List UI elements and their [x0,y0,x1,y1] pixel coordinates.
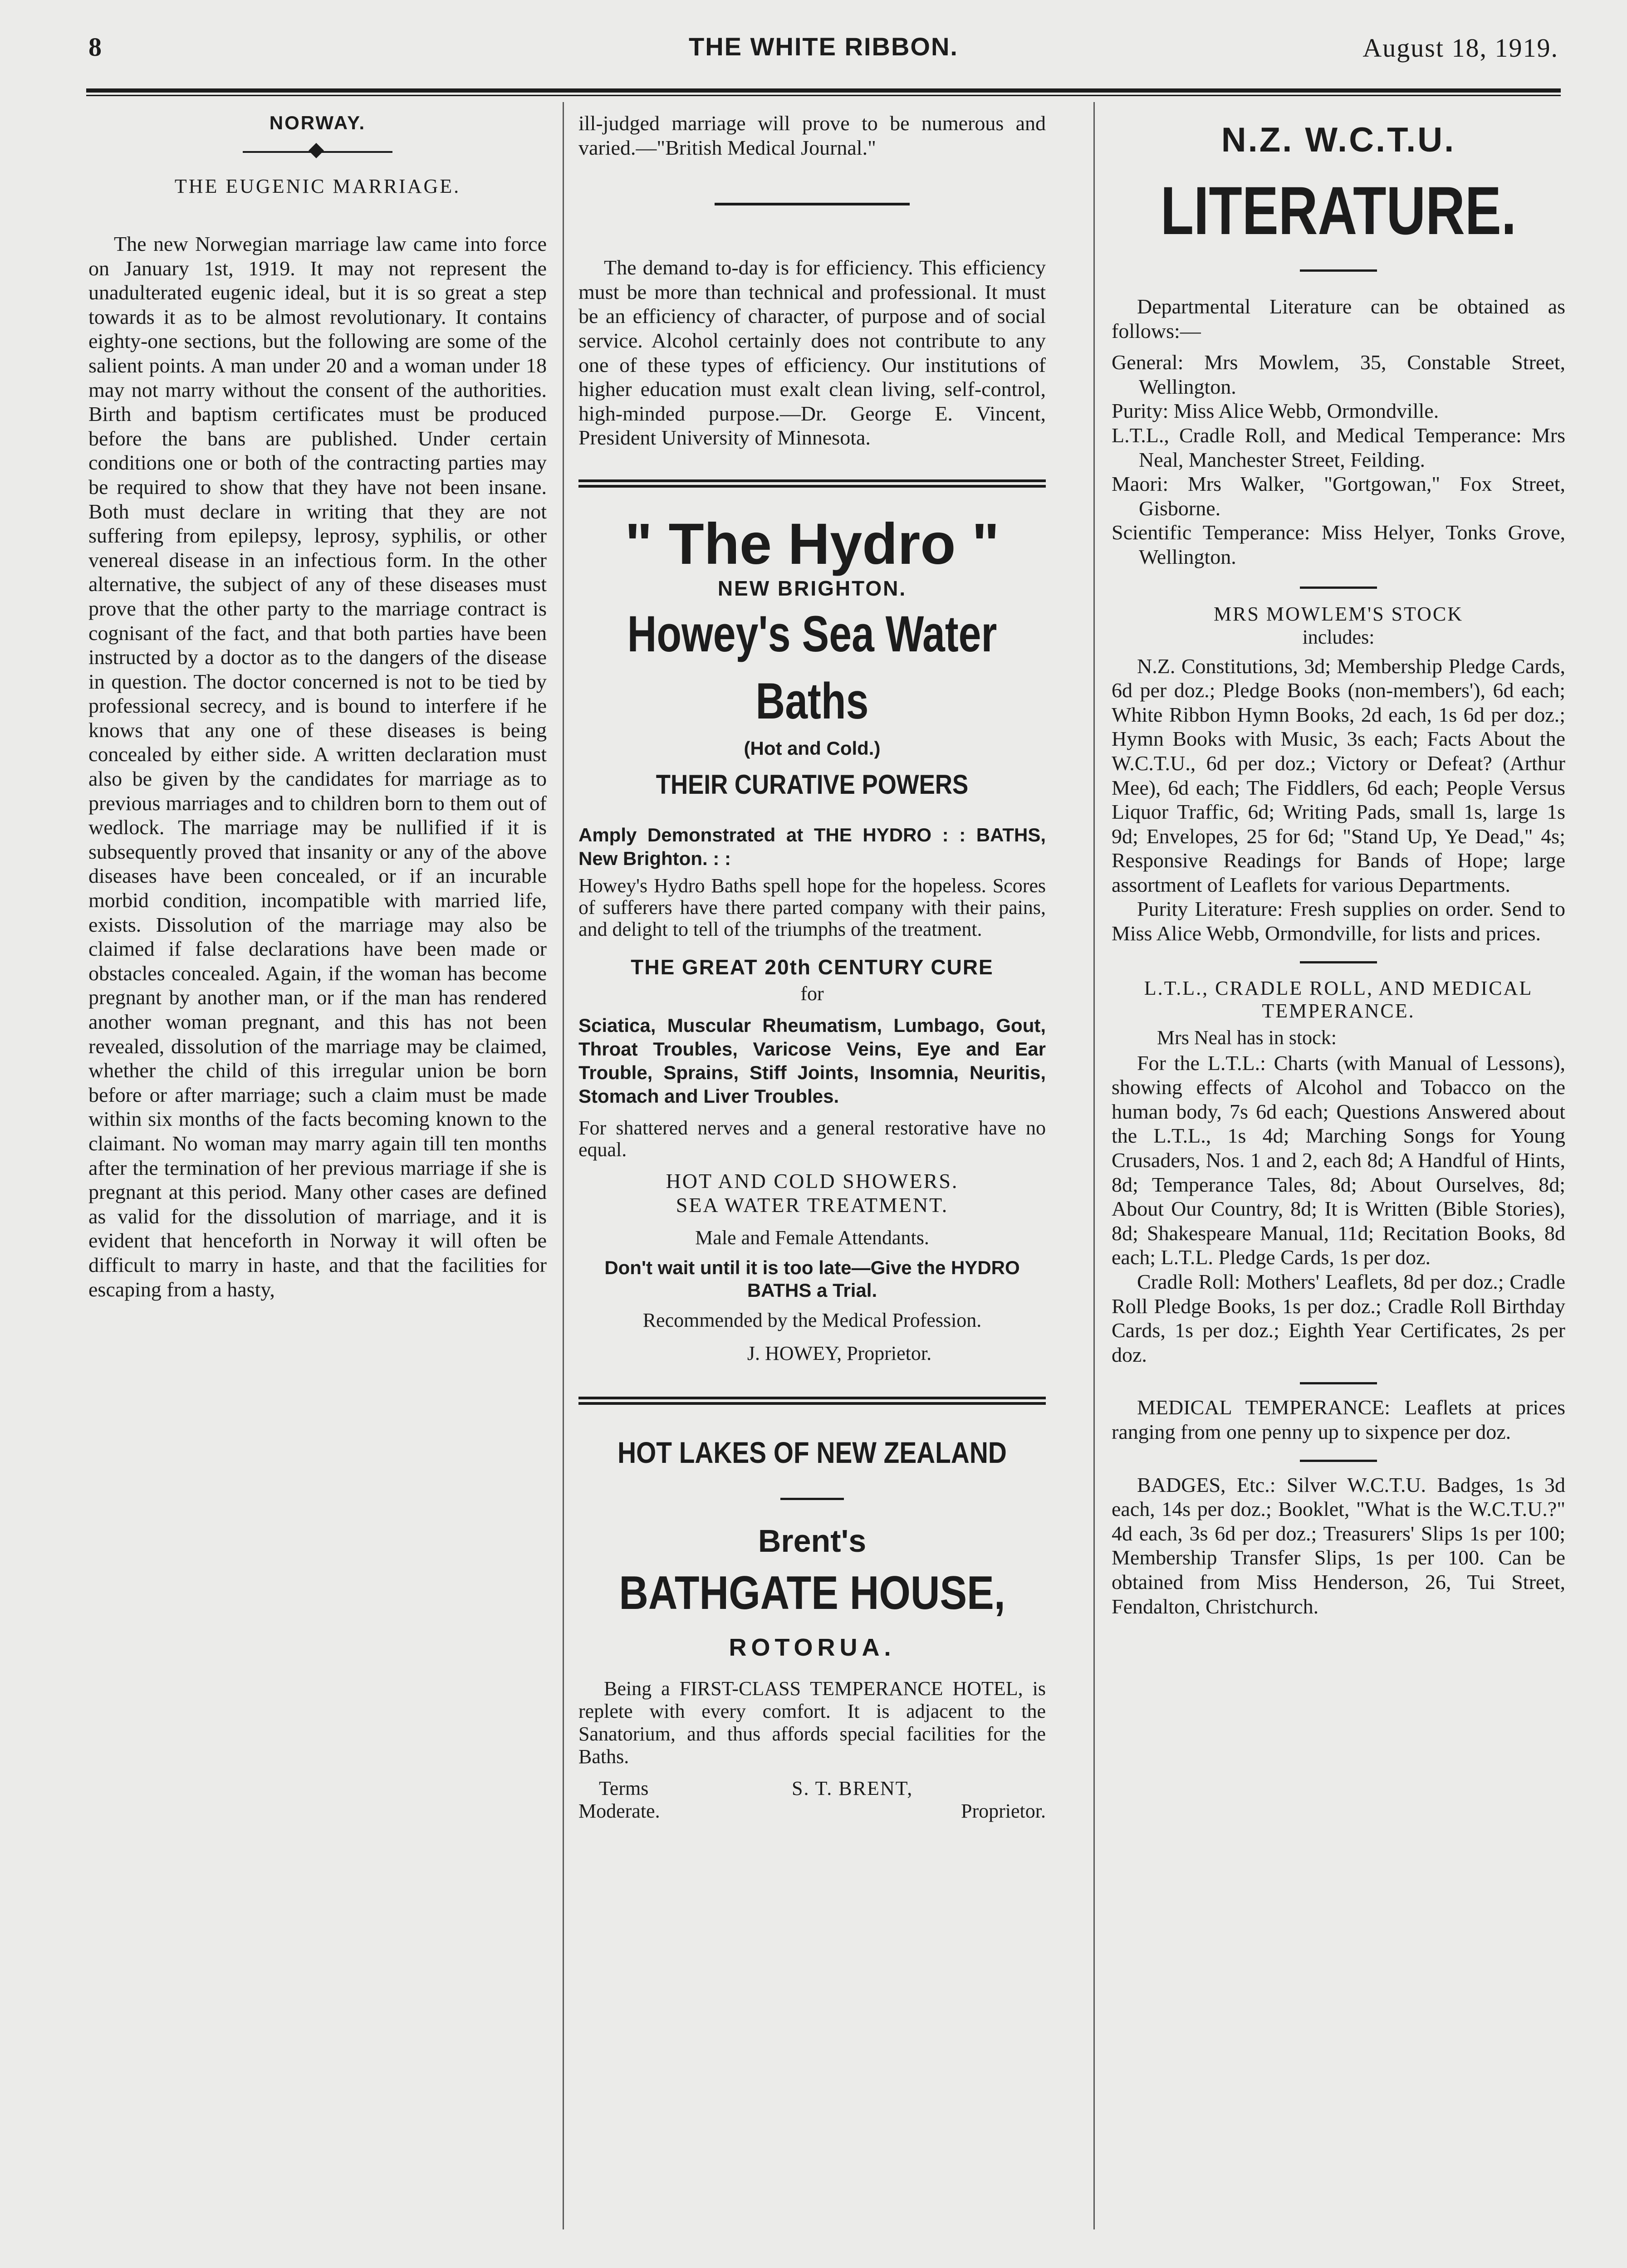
hydro-demonstrated: Amply Demonstrated at THE HYDRO : : BATHS, New Brighton. : : [578,824,1046,869]
literature-intro: Departmental Literature can be obtained as follows:— [1112,295,1565,342]
department-general: General: Mrs Mowlem, 35, Constable Street, Wellington. [1112,351,1565,398]
hydro-attendants: Male and Female Attendants. [695,1226,929,1249]
page-header [88,27,1558,77]
hot-lakes-heading: HOT LAKES OF NEW ZEALAND [617,1435,1007,1469]
header-rule [86,88,1561,96]
hydro-showers: HOT AND COLD SHOWERS. [666,1169,959,1193]
bathgate-body: Being a FIRST-CLASS TEMPERANCE HOTEL, is replete with every comfort. It is adjacent to the Sanatorium, and thus affords special facilities for the Baths. [578,1677,1046,1768]
divider [780,1498,844,1500]
hydro-name: Howey's Sea Water Baths [627,605,997,729]
issue-date: August 18, 1919. [1362,33,1558,63]
literature-title: LITERATURE. [1160,172,1517,249]
column-divider [1093,102,1095,2229]
org-title: N.Z. W.C.T.U. [1221,121,1456,159]
hydro-nerves: For shattered nerves and a general restorative have no equal. [578,1116,1046,1161]
hydro-for: for [800,982,824,1005]
hydro-location: NEW BRIGHTON. [717,576,907,600]
hydro-title: " The Hydro " [625,511,1000,577]
hydro-curative: THEIR CURATIVE POWERS [656,769,969,800]
department-list [1112,350,1565,569]
terms-value: Moderate. [578,1799,660,1822]
hydro-hope: Howey's Hydro Baths spell hope for the hopeless. Scores of sufferers have there parted company with their pains, and delight to tell of the triumphs of the treatment. [578,874,1046,940]
divider [1300,269,1377,272]
hydro-treatment: SEA WATER TREATMENT. [676,1193,949,1217]
ltl-heading: L.T.L., CRADLE ROLL, AND MEDICAL TEMPERANCE. [1144,977,1533,1022]
ltl-subheading: Mrs Neal has in stock: [1157,1026,1337,1049]
cradle-roll-stock: Cradle Roll: Mothers' Leaflets, 8d per doz.; Cradle Roll Pledge Books, 1s per doz.; Cradle Roll Birthday Cards, 1s per doz.; Eighth Year Certificates, 2s per doz. [1112,1270,1565,1366]
department-maori: Maori: Mrs Walker, "Gortgowan," Fox Street, Gisborne. [1112,472,1565,520]
column-advertisements [578,102,1046,1827]
divider [715,203,910,205]
bathgate-ad [578,1432,1046,1827]
ornament-rule [243,145,392,159]
page-number: 8 [88,32,102,62]
hydro-ad [578,513,1046,1365]
brents-heading: Brent's [758,1523,867,1559]
divider [1300,1382,1377,1384]
divider [1300,1460,1377,1462]
purity-literature: Purity Literature: Fresh supplies on order. Send to Miss Alice Webb, Ormondville, for lists and prices. [1112,897,1565,945]
article-heading: THE EUGENIC MARRIAGE. [174,175,461,197]
publication-title: THE WHITE RIBBON. [689,32,958,61]
department-ltl: L.T.L., Cradle Roll, and Medical Temperance: Mrs Neal, Manchester Street, Feilding. [1112,423,1565,471]
medical-temperance: MEDICAL TEMPERANCE: Leaflets at prices ranging from one penny up to sixpence per doz. [1112,1396,1565,1443]
bathgate-footer [578,1777,1046,1827]
ltl-stock: For the L.T.L.: Charts (with Manual of Lessons), showing effects of Alcohol and Tobacco on the human body, 7s 6d each; Questions Answered about the L.T.L., 1s 4d; Marching Songs for Young Crusaders, Nos. 1 and 2, each 8d; A Handful of Hints, 8d; Temperance Tales, 8d; About Ourselves, 8d; About Our Country, 8d; It is Written (Bible Stories), 8d; Shakespeare Manual, 11d; Recitation Books, 8d each; L.T.L. Pledge Cards, 1s per doz. [1112,1051,1565,1269]
column-norway [88,102,547,1301]
department-scientific: Scientific Temperance: Miss Helyer, Tonks Grove, Wellington. [1112,521,1565,568]
hydro-proprietor: J. HOWEY, Proprietor. [747,1342,932,1364]
badges-stock: BADGES, Etc.: Silver W.C.T.U. Badges, 1s 3d each, 14s per doz.; Booklet, "What is the W.C.T.U.?" 4d each, 3s 6d per doz.; Treasurers' Slips 1s per 100; Membership Transfer Slips, 1s per 100. Can be obtained from Miss Henderson, 26, Tui Street, Fendalton, Christchurch. [1112,1473,1565,1618]
bathgate-house-heading: BATHGATE HOUSE, [619,1566,1005,1619]
mowlem-heading: MRS MOWLEM'S STOCK [1213,602,1464,625]
column-divider [563,102,564,2229]
article-body: The new Norwegian marriage law came into force on January 1st, 1919. It may not represent the unadulterated eugenic ideal, but it is so great a step towards it as to be almost revolutionary. It contains eighty-one sections, but the following are some of the salient points. A man under 20 and a woman under 18 may not marry without the consent of the authorities. Birth and baptism certificates must be produced before the bans are published. Under certain conditions one or both of the contracting parties may be required to show that they have not been insane. Both must declare in writing that they are not suffering from epilepsy, leprosy, syphilis, or other venereal disease in an infectious form. In the other alternative, the subject of any of these diseases must prove that the other party to the marriage contract is cognisant of the fact, and that both parties have been instructed by a doctor as to the dangers of the disease in question. The doctor concerned is not to be tied by professional secrecy, and is bound to interfere if he knows that any one of these diseases is being concealed by either side. A written declaration must also be given by the candidates for marriage as to previous marriages and to children born to them out of wedlock. The marriage may be nullified if it is subsequently proved that insanity or any of the above diseases have been concealed, or if an incurable morbid condition, incompatible with married life, exists. Dissolution of the marriage may also be claimed if false declarations have been made or obstacles concealed. Again, if the woman has become pregnant by another man, or if the man has rendered another woman pregnant, and this has not been revealed, dissolution of the marriage may be claimed, whether the child of this irregular union be born before or after marriage; such a claim must be made within six months of the facts becoming known to the claimant. No woman may marry again till ten months after the termination of her previous marriage if she is pregnant at this period. Many other cases are defined as valid for the dissolution of marriage, and it is evident that henceforth in Norway it will often be difficult to marry in haste, and that the facilities for escaping from a hasty, [88,232,547,1301]
department-purity: Purity: Miss Alice Webb, Ormondville. [1112,399,1439,423]
proprietor-name: S. T. BRENT, [792,1777,913,1799]
hydro-ailments: Sciatica, Muscular Rheumatism, Lumbago, Gout, Throat Troubles, Varicose Veins, Eye and Ear Trouble, Sprains, Stiff Joints, Insomnia, Neuritis, Stomach and Liver Troubles. [578,1014,1046,1107]
hydro-cure: THE GREAT 20th CENTURY CURE [631,955,994,979]
terms-label: Terms [599,1777,649,1799]
ad-divider [578,479,1046,488]
column-literature [1112,102,1565,1618]
efficiency-article: The demand to-day is for efficiency. This efficiency must be more than technical and professional. It must be an efficiency of character, of purpose and of social service. Alcohol certainly does not contribute to any one of these types of efficiency. Our institutions of higher education must exalt clean living, self-control, high-minded purpose.—Dr. George E. Vincent, President University of Minnesota. [578,256,1046,450]
hydro-recommended: Recommended by the Medical Profession. [642,1309,982,1331]
hydro-dont-wait: Don't wait until it is too late—Give the HYDRO BATHS a Trial. [604,1256,1020,1301]
divider [1300,587,1377,589]
proprietor-title: Proprietor. [961,1799,1046,1822]
divider [1300,961,1377,963]
ad-divider [578,1397,1046,1405]
rotorua-heading: ROTORUA. [729,1633,896,1661]
continuation-text: ill-judged marriage will prove to be numerous and varied.—"British Medical Journal." [578,112,1046,159]
hydro-temp: (Hot and Cold.) [744,737,881,759]
mowlem-stock: N.Z. Constitutions, 3d; Membership Pledge Cards, 6d per doz.; Pledge Books (non-members'), 6d each; White Ribbon Hymn Books, 2d each, 1s 6d per doz.; Hymn Books with Music, 3s each; Facts About the W.C.T.U., 6d per doz.; Victory or Defeat? (Arthur Mee), 6d each; The Fiddlers, 6d each; People Versus Liquor Traffic, 6d; Writing Pads, small 1s, large 1s 9d; Envelopes, 25 for 6d; "Stand Up, Ye Dead," 4s; Responsive Readings for Bands of Hope; large assortment of Leaflets for various Departments. [1112,654,1565,896]
mowlem-subheading: includes: [1302,626,1375,648]
section-heading: NORWAY. [269,112,366,133]
